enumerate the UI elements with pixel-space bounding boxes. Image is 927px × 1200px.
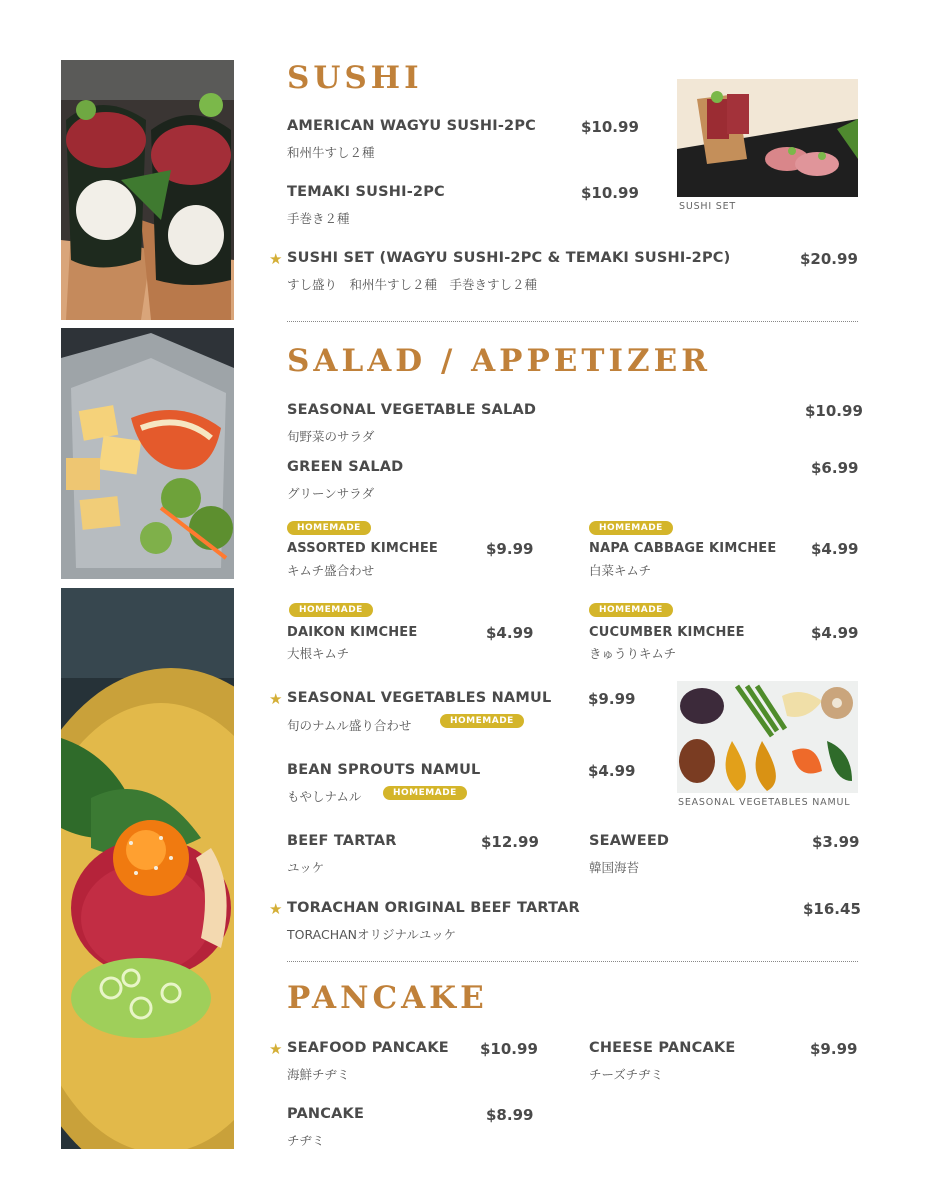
item-name: TORACHAN ORIGINAL BEEF TARTAR bbox=[287, 900, 580, 916]
item-name: SEAFOOD PANCAKE bbox=[287, 1040, 449, 1056]
item-name: PANCAKE bbox=[287, 1106, 365, 1122]
item-name: NAPA CABBAGE KIMCHEE bbox=[589, 541, 777, 556]
item-jp-name: もやしナムル bbox=[287, 789, 362, 804]
item-name: AMERICAN WAGYU SUSHI-2PC bbox=[287, 118, 536, 134]
item-jp-name: 和州牛すし２種 bbox=[287, 145, 375, 160]
section-title-pancake: PANCAKE bbox=[287, 980, 488, 1016]
star-icon: ★ bbox=[269, 1040, 283, 1058]
item-price: $10.99 bbox=[480, 1040, 538, 1058]
item-jp-name: 韓国海苔 bbox=[589, 860, 640, 875]
item-name: TEMAKI SUSHI-2PC bbox=[287, 184, 445, 200]
item-name: CUCUMBER KIMCHEE bbox=[589, 625, 745, 640]
item-jp-name: TORACHANオリジナルユッケ bbox=[287, 927, 457, 942]
item-jp-name: 大根キムチ bbox=[287, 646, 350, 661]
item-price: $12.99 bbox=[481, 833, 539, 851]
photo-caption: SUSHI SET bbox=[679, 201, 737, 212]
item-name: GREEN SALAD bbox=[287, 459, 404, 475]
homemade-badge: HOMEMADE bbox=[383, 786, 467, 800]
item-price: $10.99 bbox=[581, 118, 639, 136]
photo-temaki-sushi bbox=[61, 60, 234, 320]
item-price: $10.99 bbox=[805, 402, 863, 420]
item-price: $4.99 bbox=[811, 624, 859, 642]
star-icon: ★ bbox=[269, 250, 283, 268]
homemade-badge: HOMEMADE bbox=[287, 521, 371, 535]
item-name: ASSORTED KIMCHEE bbox=[287, 541, 438, 556]
section-divider bbox=[287, 961, 858, 962]
item-jp-name: チヂミ bbox=[287, 1133, 325, 1148]
item-name: CHEESE PANCAKE bbox=[589, 1040, 736, 1056]
section-title-sushi: SUSHI bbox=[287, 60, 423, 96]
photo-beef-tartar bbox=[61, 588, 234, 1149]
star-icon: ★ bbox=[269, 900, 283, 918]
item-price: $4.99 bbox=[486, 624, 534, 642]
item-jp-name: きゅうりキムチ bbox=[589, 646, 677, 661]
item-name: SEAWEED bbox=[589, 833, 670, 849]
item-jp-name: すし盛り 和州牛すし２種 手巻きすし２種 bbox=[287, 277, 538, 292]
photo-caption: SEASONAL VEGETABLES NAMUL bbox=[678, 797, 851, 808]
item-jp-name: グリーンサラダ bbox=[287, 486, 375, 501]
item-price: $9.99 bbox=[486, 540, 534, 558]
photo-seasonal-namul bbox=[677, 681, 858, 793]
item-jp-name: 手巻き２種 bbox=[287, 211, 350, 226]
item-name: BEEF TARTAR bbox=[287, 833, 397, 849]
item-jp-name: チーズチヂミ bbox=[589, 1067, 664, 1082]
star-icon: ★ bbox=[269, 690, 283, 708]
item-price: $9.99 bbox=[810, 1040, 858, 1058]
item-jp-name: 旬のナムル盛り合わせ bbox=[287, 718, 412, 733]
item-jp-name: ユッケ bbox=[287, 860, 325, 875]
item-jp-name: キムチ盛合わせ bbox=[287, 563, 375, 578]
homemade-badge: HOMEMADE bbox=[589, 521, 673, 535]
item-price: $4.99 bbox=[588, 762, 636, 780]
homemade-badge: HOMEMADE bbox=[289, 603, 373, 617]
item-price: $20.99 bbox=[800, 250, 858, 268]
item-name: DAIKON KIMCHEE bbox=[287, 625, 418, 640]
section-divider bbox=[287, 321, 858, 322]
item-name: SEASONAL VEGETABLE SALAD bbox=[287, 402, 537, 418]
item-jp-name: 海鮮チヂミ bbox=[287, 1067, 350, 1082]
item-jp-name: 旬野菜のサラダ bbox=[287, 429, 375, 444]
photo-sushi-set bbox=[677, 79, 858, 197]
item-name: BEAN SPROUTS NAMUL bbox=[287, 762, 481, 778]
homemade-badge: HOMEMADE bbox=[589, 603, 673, 617]
item-name: SEASONAL VEGETABLES NAMUL bbox=[287, 690, 552, 706]
item-jp-name: 白菜キムチ bbox=[589, 563, 652, 578]
item-price: $4.99 bbox=[811, 540, 859, 558]
photo-kimchee bbox=[61, 328, 234, 579]
homemade-badge: HOMEMADE bbox=[440, 714, 524, 728]
item-price: $8.99 bbox=[486, 1106, 534, 1124]
item-price: $3.99 bbox=[812, 833, 860, 851]
item-price: $10.99 bbox=[581, 184, 639, 202]
item-name: SUSHI SET (WAGYU SUSHI-2PC & TEMAKI SUSHI-2PC) bbox=[287, 250, 731, 266]
item-price: $6.99 bbox=[811, 459, 859, 477]
section-title-salad-appetizer: SALAD / APPETIZER bbox=[287, 343, 711, 379]
item-price: $9.99 bbox=[588, 690, 636, 708]
item-price: $16.45 bbox=[803, 900, 861, 918]
